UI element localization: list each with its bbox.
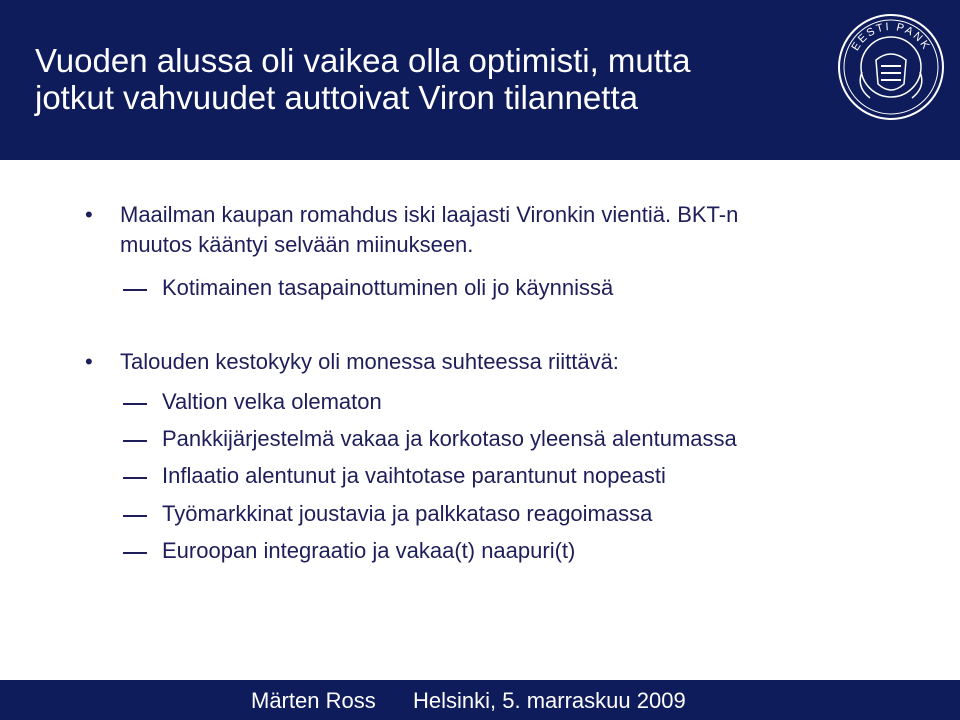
dash-marker: [123, 440, 147, 442]
bullet-2-sub-3: Inflaatio alentunut ja vaihtotase parantunut nopeasti: [162, 463, 666, 488]
bullet-2-sub-1: Valtion velka olematon: [162, 389, 382, 414]
footer-bar: [0, 680, 960, 720]
dash-marker: [123, 289, 147, 291]
bullet-1-line-1: Maailman kaupan romahdus iski laajasti Vironkin vientiä. BKT-n: [120, 202, 739, 227]
dash-marker: [123, 552, 147, 554]
bullet-1-sub-1: Kotimainen tasapainottuminen oli jo käynnissä: [162, 275, 614, 300]
footer-author: Märten Ross: [251, 688, 376, 713]
slide-title-line-1: Vuoden alussa oli vaikea olla optimisti, mutta: [35, 42, 691, 79]
dash-marker: [123, 515, 147, 517]
bullet-marker: •: [85, 349, 93, 374]
dash-marker: [123, 403, 147, 405]
bullet-2-sub-2: Pankkijärjestelmä vakaa ja korkotaso yleensä alentumassa: [162, 426, 737, 451]
bullet-1-line-2: muutos kääntyi selvään miinukseen.: [120, 232, 474, 257]
bullet-2-sub-4: Työmarkkinat joustavia ja palkkataso reagoimassa: [162, 501, 653, 526]
bullet-2-sub-5: Euroopan integraatio ja vakaa(t) naapuri(t): [162, 538, 576, 563]
bullet-2-line-1: Talouden kestokyky oli monessa suhteessa riittävä:: [120, 349, 619, 374]
slide-title-line-2: jotkut vahvuudet auttoivat Viron tilannetta: [35, 79, 638, 116]
svg-text:EESTI PANK: EESTI PANK: [849, 20, 933, 53]
bullet-marker: •: [85, 202, 93, 227]
footer-place-date: Helsinki, 5. marraskuu 2009: [413, 688, 686, 713]
dash-marker: [123, 477, 147, 479]
